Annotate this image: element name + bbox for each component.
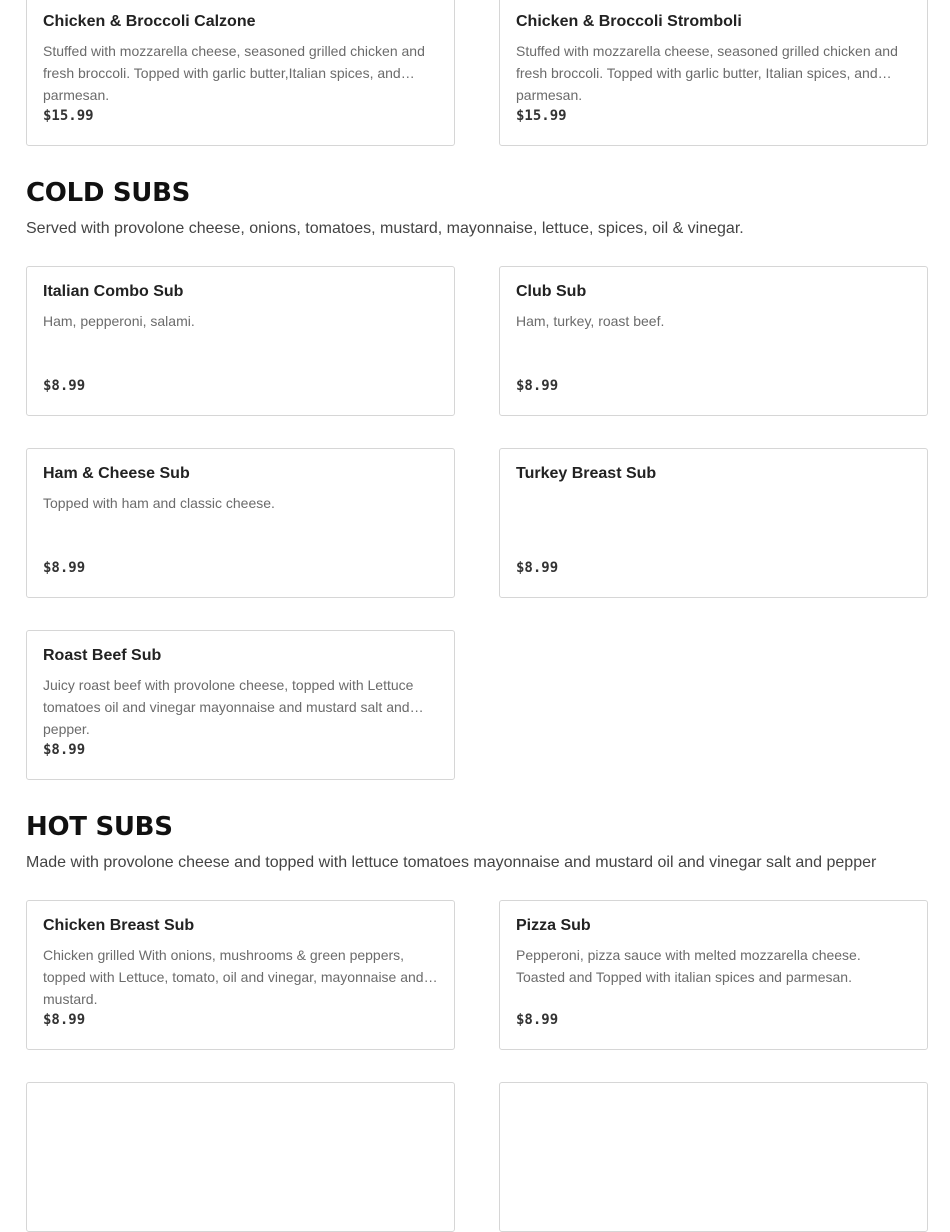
menu-item-ham-cheese-sub[interactable] bbox=[26, 448, 455, 598]
menu-item-club-sub[interactable] bbox=[499, 266, 928, 416]
section-description-hot-subs: Made with provolone cheese and topped with lettuce tomatoes mayonnaise and mustard oil and vinegar salt and pepper bbox=[26, 854, 877, 871]
menu-item-title: Club Sub bbox=[516, 283, 587, 300]
menu-item-title: Turkey Breast Sub bbox=[516, 465, 657, 482]
menu-item-card[interactable] bbox=[499, 1082, 928, 1232]
menu-item-description: Stuffed with mozzarella cheese, seasoned grilled chicken and fresh broccoli. Topped with garlic butter, Italian spices, and parmesan. bbox=[516, 43, 898, 103]
menu-item-description: Ham, turkey, roast beef. bbox=[516, 313, 665, 329]
menu-item-price: $8.99 bbox=[516, 560, 559, 576]
menu-item-chicken-breast-sub[interactable] bbox=[26, 900, 455, 1050]
menu-item-card[interactable] bbox=[26, 1082, 455, 1232]
menu-item-description: Chicken grilled With onions, mushrooms & green peppers, topped with Lettuce, tomato, oil and vinegar, mayonnaise and mustard. bbox=[43, 947, 424, 1007]
menu-item-title: Chicken & Broccoli Calzone bbox=[43, 13, 256, 30]
menu-item-turkey-breast-sub[interactable] bbox=[499, 448, 928, 598]
menu-item-italian-combo-sub[interactable] bbox=[26, 266, 455, 416]
menu-item-description: Pepperoni, pizza sauce with melted mozzarella cheese. Toasted and Topped with italian spices and parmesan. bbox=[516, 947, 861, 985]
menu-item-title: Ham & Cheese Sub bbox=[43, 465, 190, 482]
menu-item-title: Roast Beef Sub bbox=[43, 647, 162, 664]
menu-item-description: Ham, pepperoni, salami. bbox=[43, 313, 195, 329]
menu-item-description: Juicy roast beef with provolone cheese, topped with Lettuce tomatoes oil and vinegar mayonnaise and mustard salt and pepper. bbox=[43, 677, 414, 737]
menu-item-price: $15.99 bbox=[516, 108, 567, 124]
menu-item-pizza-sub[interactable] bbox=[499, 900, 928, 1050]
menu-item-price: $15.99 bbox=[43, 108, 94, 124]
section-title-cold-subs: COLD SUBS bbox=[26, 178, 191, 208]
menu-item-roast-beef-sub[interactable] bbox=[26, 630, 455, 780]
menu-item-title: Italian Combo Sub bbox=[43, 283, 184, 300]
menu-item-price: $8.99 bbox=[516, 378, 559, 394]
menu-item-price: $8.99 bbox=[43, 742, 86, 758]
menu-item-chicken-broccoli-stromboli[interactable] bbox=[499, 0, 928, 146]
menu-item-title: Chicken & Broccoli Stromboli bbox=[516, 13, 742, 30]
menu-item-price: $8.99 bbox=[43, 378, 86, 394]
menu-item-chicken-broccoli-calzone[interactable] bbox=[26, 0, 455, 146]
menu-item-price: $8.99 bbox=[516, 1012, 559, 1028]
menu-item-price: $8.99 bbox=[43, 560, 86, 576]
section-title-hot-subs: HOT SUBS bbox=[26, 812, 173, 842]
menu-item-title: Pizza Sub bbox=[516, 917, 591, 934]
menu-item-description: Topped with ham and classic cheese. bbox=[43, 495, 275, 511]
menu-item-description: Stuffed with mozzarella cheese, seasoned grilled chicken and fresh broccoli. Topped with garlic butter,Italian spices, and parmesan. bbox=[43, 43, 425, 103]
section-description-cold-subs: Served with provolone cheese, onions, tomatoes, mustard, mayonnaise, lettuce, spices, oil & vinegar. bbox=[26, 220, 744, 237]
menu-item-price: $8.99 bbox=[43, 1012, 86, 1028]
menu-item-title: Chicken Breast Sub bbox=[43, 917, 195, 934]
